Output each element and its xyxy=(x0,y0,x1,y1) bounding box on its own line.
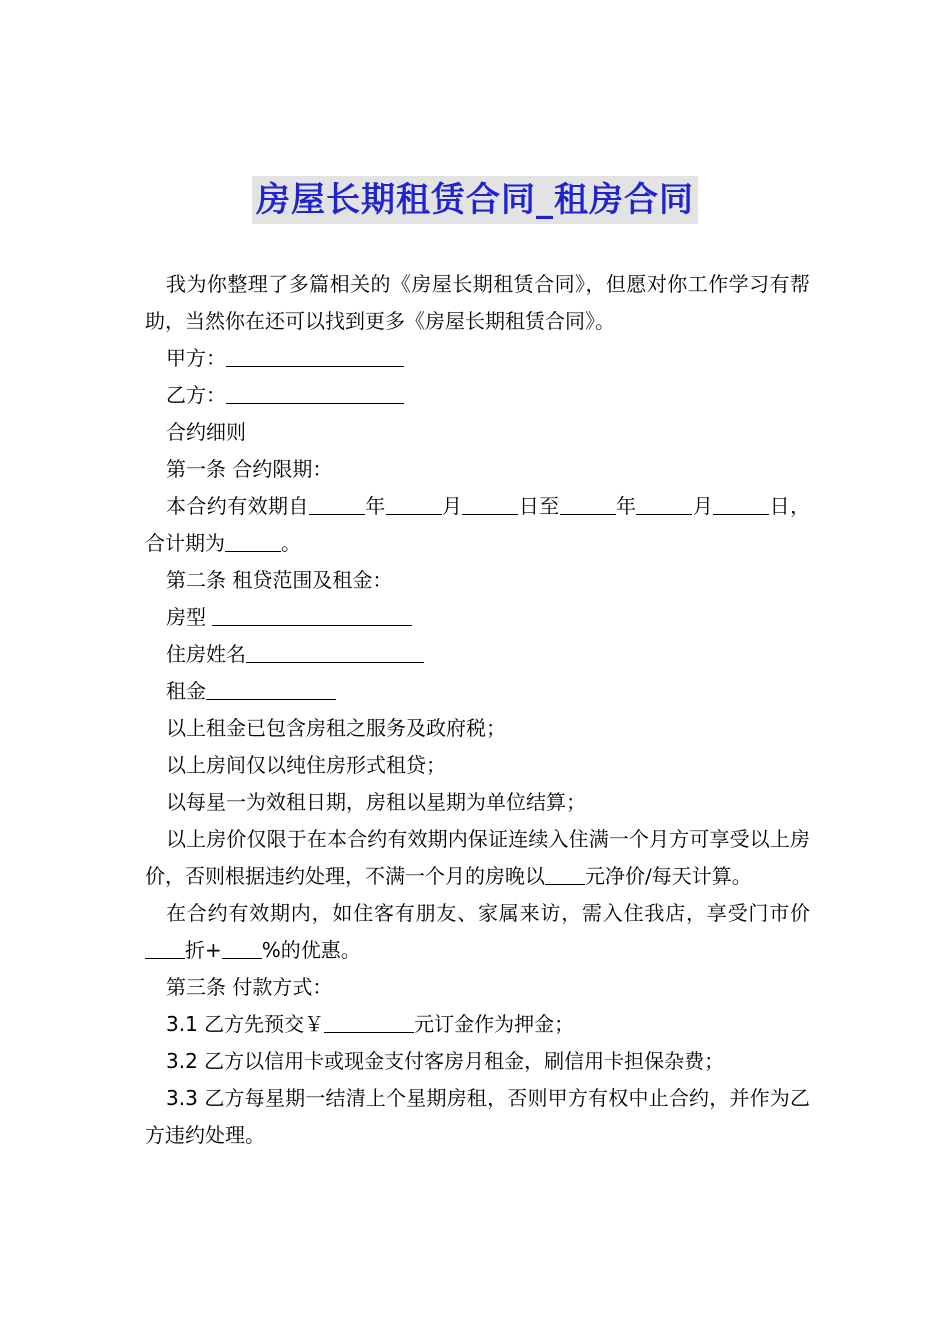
net-price-blank xyxy=(545,862,585,885)
blank-end-year xyxy=(560,492,616,515)
party-b-blank xyxy=(226,381,404,404)
article2-heading: 第二条 租贷范围及租金： xyxy=(166,568,393,592)
discount-plus-text: 折+ xyxy=(185,938,222,962)
item3-text: 乙方每星期一结清上个星期房租，否则甲方有权中止合约，并作为乙方违约处理。 xyxy=(145,1086,810,1147)
item3-number: 3.3 xyxy=(166,1086,198,1110)
room-type-line xyxy=(145,599,810,636)
rent-blank xyxy=(206,677,336,700)
party-a-line xyxy=(145,340,810,377)
document-title: 房屋长期租赁合同_租房合同 xyxy=(252,176,698,224)
payment-item-3 xyxy=(145,1080,810,1154)
party-b-line xyxy=(145,377,810,414)
year-label-2: 年 xyxy=(615,494,637,518)
title-container xyxy=(0,176,950,224)
blank-start-month xyxy=(386,492,442,515)
percent-suffix: %的优惠。 xyxy=(261,938,361,962)
day-total-label: 日，合计期为 xyxy=(145,494,811,555)
item1-number: 3.1 xyxy=(166,1012,198,1036)
document-body xyxy=(145,266,810,1154)
blank-end-day xyxy=(713,492,769,515)
month-label: 月 xyxy=(441,494,463,518)
item1-text: 乙方先预交￥ xyxy=(197,1012,325,1036)
deposit-blank xyxy=(324,1010,414,1033)
blank-start-year xyxy=(309,492,365,515)
day-to-label: 日至 xyxy=(518,494,560,518)
article3-heading: 第三条 付款方式： xyxy=(166,975,333,999)
settlement-line: 以每星一为效租日期，房租以星期为单位结算； xyxy=(166,790,586,814)
party-a-blank xyxy=(226,344,404,367)
rent-label: 租金 xyxy=(166,679,206,703)
price-condition-paragraph xyxy=(145,821,810,895)
room-type-label: 房型 xyxy=(166,605,213,629)
price-condition-text: 以上房价仅限于在本合约有效期内保证连续入住满一个月方可享受以上房价，否则根据违约处理，不满一个月的房晚以 xyxy=(145,827,810,888)
period-end-punct: 。 xyxy=(281,531,301,555)
rent-line xyxy=(145,673,810,710)
visitor-discount-paragraph xyxy=(145,895,810,969)
room-type-blank xyxy=(212,603,412,626)
percent-blank xyxy=(222,936,262,959)
item2-text: 乙方以信用卡或现金支付客房月租金，刷信用卡担保杂费； xyxy=(197,1049,725,1073)
discount-blank xyxy=(145,936,185,959)
visitor-discount-text: 在合约有效期内，如住客有朋友、家属来访，需入住我店，享受门市价 xyxy=(166,901,810,925)
rent-tax-line: 以上租金已包含房租之服务及政府税； xyxy=(166,716,506,740)
resident-name-label: 住房姓名 xyxy=(166,642,246,666)
resident-name-blank xyxy=(246,640,424,663)
party-a-label: 甲方： xyxy=(166,346,226,370)
item1-suffix: 元订金作为押金； xyxy=(414,1012,575,1036)
article1-heading: 第一条 合约限期： xyxy=(166,457,333,481)
room-use-line: 以上房间仅以纯住房形式租贷； xyxy=(166,753,446,777)
payment-item-2 xyxy=(145,1043,810,1080)
payment-item-1 xyxy=(145,1006,810,1043)
net-price-suffix: 元净价/每天计算。 xyxy=(585,864,752,888)
year-label: 年 xyxy=(364,494,386,518)
period-from-text: 本合约有效期自 xyxy=(166,494,309,518)
resident-name-line xyxy=(145,636,810,673)
item2-number: 3.2 xyxy=(166,1049,198,1073)
blank-start-day xyxy=(462,492,518,515)
blank-total-period xyxy=(225,529,281,552)
blank-end-month xyxy=(636,492,692,515)
article1-period-paragraph xyxy=(145,488,810,562)
month-label-2: 月 xyxy=(692,494,714,518)
contract-details-heading: 合约细则 xyxy=(166,420,246,444)
intro-paragraph: 我为你整理了多篇相关的《房屋长期租赁合同》，但愿对你工作学习有帮助，当然你在还可以找到更多《房屋长期租赁合同》。 xyxy=(145,272,810,333)
party-b-label: 乙方： xyxy=(166,383,226,407)
